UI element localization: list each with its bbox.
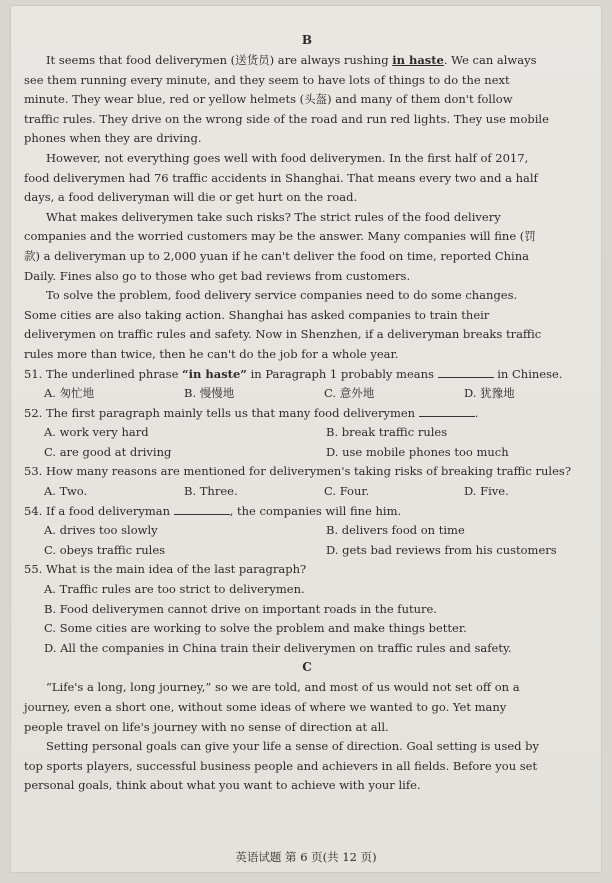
question-52 — [24, 404, 590, 463]
option-b: B. Three. — [184, 484, 238, 499]
stem-text: 54. If a food deliveryman — [24, 503, 174, 518]
question-53 — [24, 462, 590, 501]
option-c: C. Some cities are working to solve the problem and make things better. — [44, 621, 467, 636]
paragraph-line: phones when they are driving. — [24, 131, 202, 146]
paragraph-line: “Life's a long, long journey,” so we are told, and most of us would not set off on a — [46, 680, 520, 695]
passage-c-paragraph-2 — [24, 737, 590, 796]
section-c-label: C — [302, 660, 312, 675]
paragraph-line: Daily. Fines also go to those who get bad reviews from customers. — [24, 268, 411, 283]
paragraph-line: rules more than twice, then he can't do the job for a whole year. — [24, 346, 399, 361]
question-stem — [24, 502, 590, 522]
passage-c-paragraph-1 — [24, 678, 590, 737]
page-content — [24, 31, 590, 796]
question-51 — [24, 365, 590, 404]
option-a: A. drives too slowly — [44, 523, 158, 538]
answer-blank — [419, 404, 475, 417]
stem-text: 52. The first paragraph mainly tells us that many food deliverymen — [24, 405, 416, 420]
underlined-phrase: in haste — [392, 53, 444, 67]
option-d: D. use mobile phones too much — [326, 444, 509, 459]
options-grid — [24, 521, 590, 560]
question-54 — [24, 502, 590, 561]
option-b: B. 慢慢地 — [184, 386, 235, 401]
option-c: C. Four. — [324, 484, 370, 499]
question-stem — [24, 404, 590, 424]
page-footer: 英语试题 第 6 页(共 12 页) — [235, 850, 377, 864]
option-a: A. Two. — [44, 484, 88, 499]
option-c: C. are good at driving — [44, 444, 172, 459]
option-d: D. gets bad reviews from his customers — [326, 542, 557, 557]
options-grid — [24, 423, 590, 462]
paragraph-line: days, a food deliveryman will die or get hurt on the road. — [24, 190, 358, 205]
option-a: A. 匆忙地 — [44, 386, 95, 401]
stem-text: , the companies will fine him. — [229, 503, 402, 518]
paragraph-line: What makes deliverymen take such risks? The strict rules of the food delivery — [46, 209, 501, 224]
paragraph-line: companies and the worried customers may be the answer. Many companies will fine (罚 — [24, 229, 536, 244]
options-row — [24, 482, 590, 502]
stem-text: in Paragraph 1 probably means — [246, 366, 438, 381]
passage-b-paragraph-3 — [24, 208, 590, 286]
paragraph-line: personal goals, think about what you want to achieve with your life. — [24, 778, 421, 793]
question-55 — [24, 560, 590, 658]
paragraph-line: food deliverymen had 76 traffic accidents in Shanghai. That means every two and a half — [24, 170, 538, 185]
paragraph-line: top sports players, successful business people and achievers in all fields. Before you set — [24, 758, 538, 773]
question-stem — [24, 365, 590, 385]
paragraph-line: deliverymen on traffic rules and safety. Now in Shenzhen, if a deliveryman breaks traffic — [24, 327, 542, 342]
option-a: A. Traffic rules are too strict to deliverymen. — [44, 582, 305, 597]
option-b: B. delivers food on time — [326, 523, 465, 538]
question-stem: 53. How many reasons are mentioned for deliverymen's taking risks of breaking traffic rules? — [24, 464, 571, 479]
stem-quote: “in haste” — [182, 366, 247, 381]
stem-text: 51. The underlined phrase — [24, 366, 183, 381]
paragraph-line: To solve the problem, food delivery service companies need to do some changes. — [46, 288, 518, 303]
stem-text: in Chinese. — [493, 366, 563, 381]
stem-text: . — [474, 405, 479, 420]
option-c: C. obeys traffic rules — [44, 542, 166, 557]
option-c: C. 意外地 — [324, 386, 375, 401]
passage-b-paragraph-4 — [24, 286, 590, 364]
option-a: A. work very hard — [44, 425, 149, 440]
option-d: D. 犹豫地 — [464, 386, 515, 401]
exam-page — [10, 5, 602, 873]
question-stem: 55. What is the main idea of the last paragraph? — [24, 562, 307, 577]
answer-blank — [438, 365, 494, 378]
paragraph-line: Setting personal goals can give your life a sense of direction. Goal setting is used by — [46, 739, 540, 754]
options-row — [24, 384, 590, 404]
paragraph-line: Some cities are also taking action. Shanghai has asked companies to train their — [24, 307, 490, 322]
option-b: B. Food deliverymen cannot drive on important roads in the future. — [44, 601, 437, 616]
answer-blank — [174, 502, 230, 515]
passage-b-paragraph-2 — [24, 149, 590, 208]
section-b-label: B — [301, 33, 313, 47]
paragraph-line: 款) a deliveryman up to 2,000 yuan if he can't deliver the food on time, reported China — [24, 248, 529, 263]
paragraph-line: traffic rules. They drive on the wrong side of the road and run red lights. They use mobile — [24, 111, 549, 126]
options-list — [24, 580, 590, 658]
paragraph-line: It seems that food deliverymen (送货员) are always rushing in haste. We can always — [46, 53, 537, 67]
paragraph-line: people travel on life's journey with no sense of direction at all. — [24, 719, 389, 734]
paragraph-line: However, not everything goes well with food deliverymen. In the first half of 2017, — [46, 150, 529, 165]
paragraph-line: see them running every minute, and they seem to have lots of things to do the next — [24, 72, 510, 87]
paragraph-line: minute. They wear blue, red or yellow helmets (头盔) and many of them don't follow — [24, 92, 513, 107]
option-d: D. All the companies in China train their deliverymen on traffic rules and safety. — [44, 640, 512, 655]
paragraph-line: journey, even a short one, without some ideas of where we wanted to go. Yet many — [24, 700, 507, 714]
option-d: D. Five. — [464, 484, 509, 499]
passage-b-paragraph-1 — [24, 51, 590, 149]
option-b: B. break traffic rules — [326, 425, 448, 440]
